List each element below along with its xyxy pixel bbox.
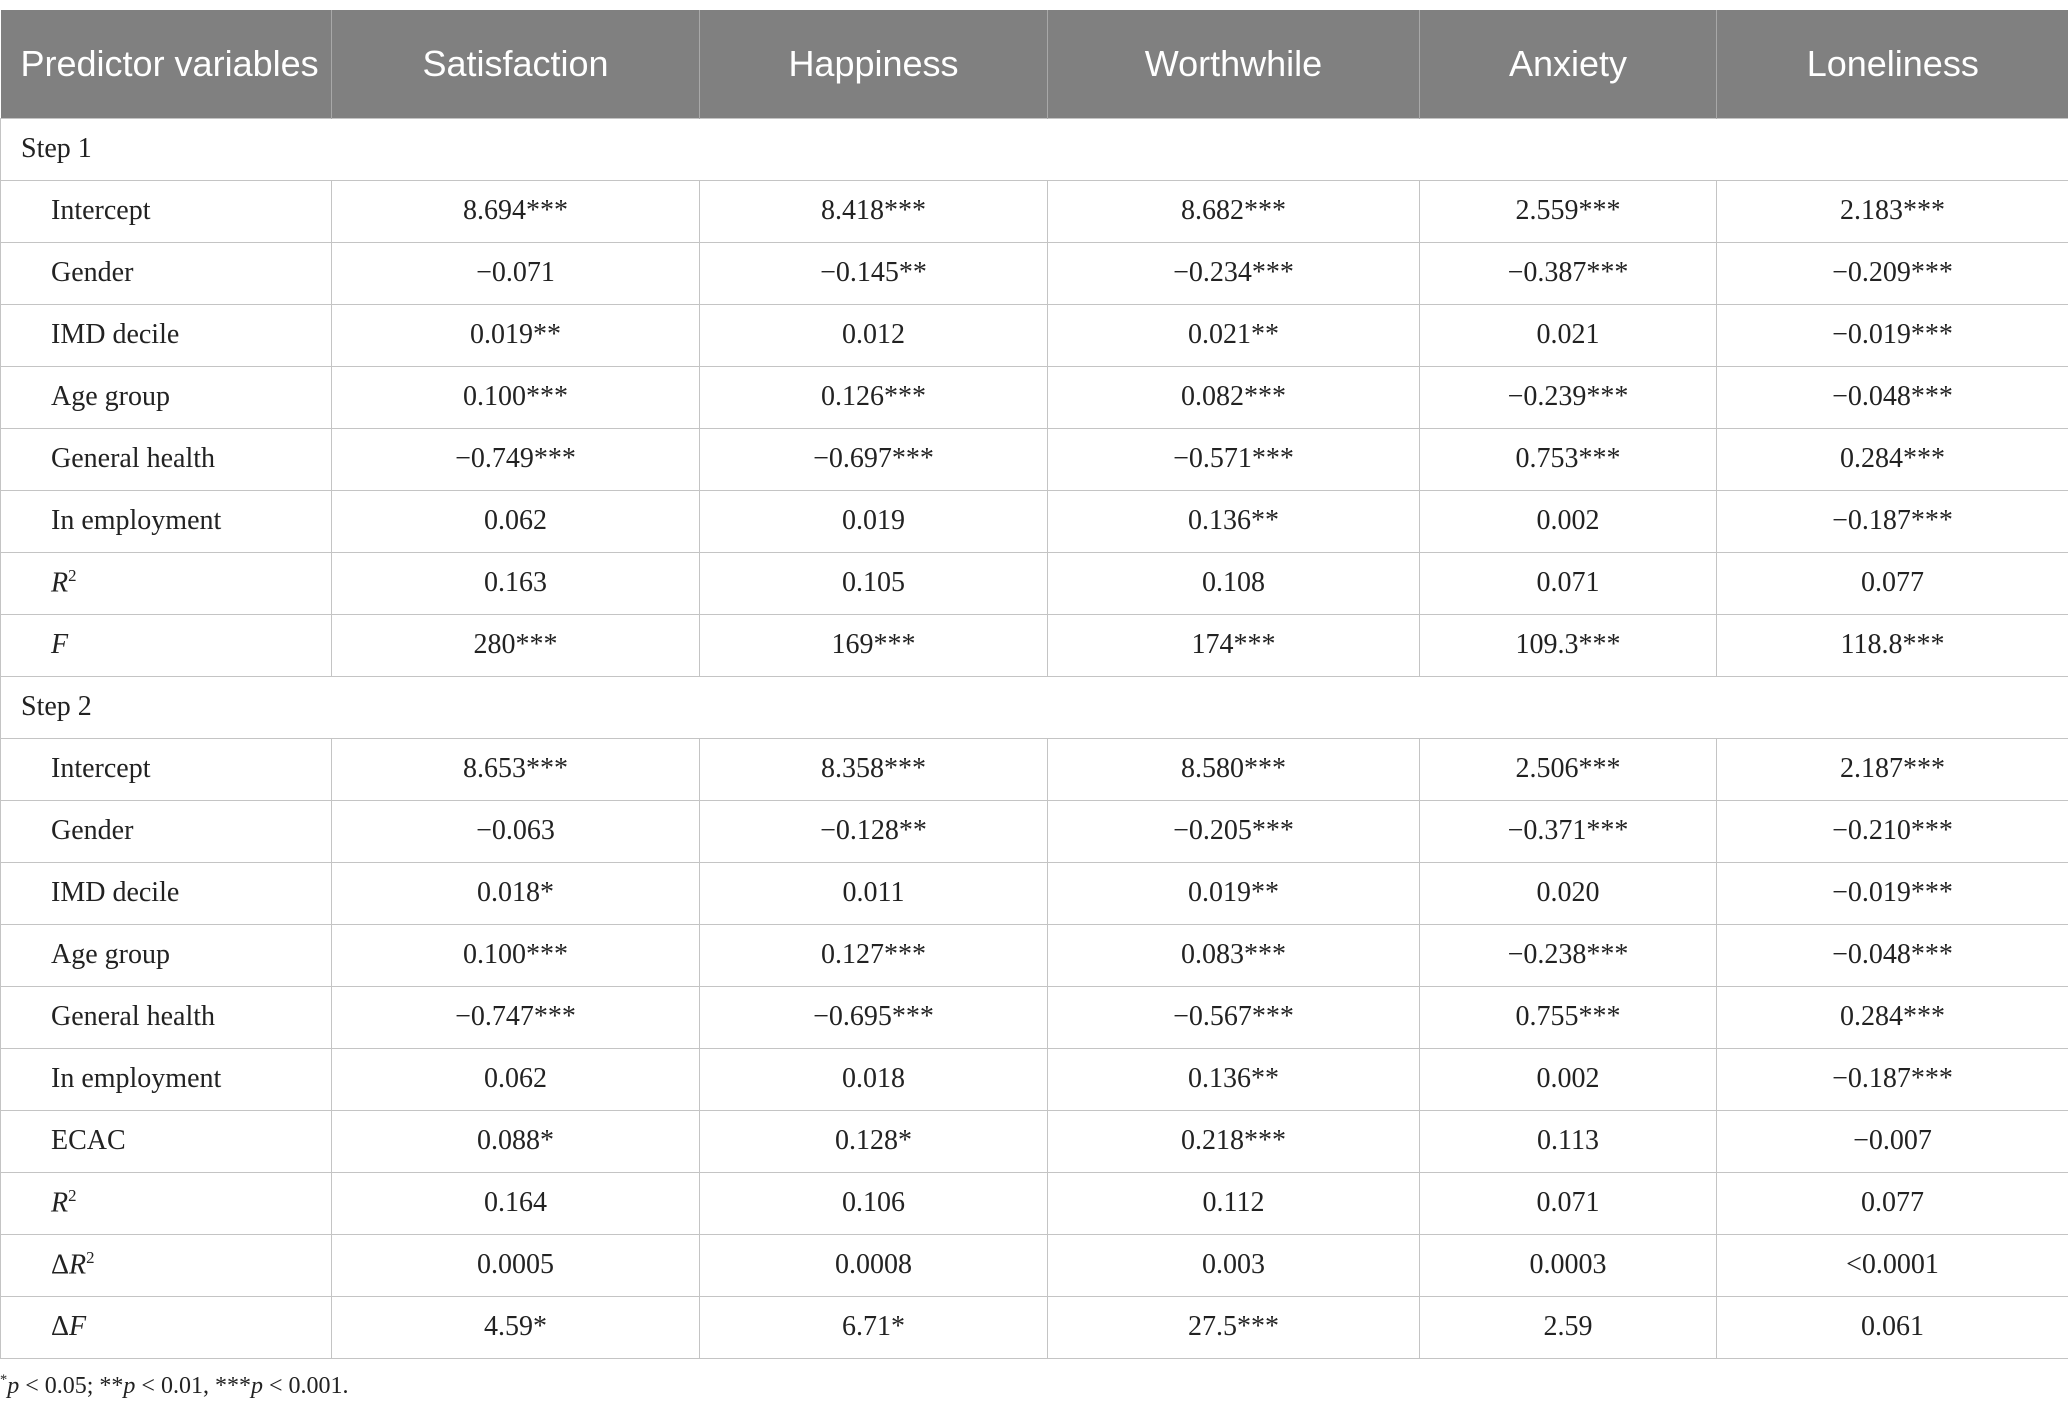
value-cell: 0.0008 (700, 1234, 1048, 1296)
value-cell: 0.002 (1420, 490, 1717, 552)
value-cell: 0.012 (700, 304, 1048, 366)
value-cell: −0.238*** (1420, 924, 1717, 986)
predictor-label: Age group (1, 924, 332, 986)
predictor-label: In employment (1, 1048, 332, 1110)
footnote: *p < 0.05; **p < 0.01, ***p < 0.001. (0, 1372, 349, 1399)
value-cell: −0.697*** (700, 428, 1048, 490)
value-cell: −0.210*** (1717, 800, 2068, 862)
value-cell: −0.571*** (1048, 428, 1420, 490)
stat-superscript: 2 (68, 566, 77, 586)
predictor-label: In employment (1, 490, 332, 552)
value-cell: 2.559*** (1420, 180, 1717, 242)
value-cell: 0.021** (1048, 304, 1420, 366)
predictor-label: General health (1, 986, 332, 1048)
value-cell: 280*** (332, 614, 700, 676)
value-cell: 0.100*** (332, 924, 700, 986)
value-cell: −0.187*** (1717, 490, 2068, 552)
table-row (1, 1172, 2068, 1234)
value-cell: −0.063 (332, 800, 700, 862)
step2-label: Step 2 (1, 676, 2068, 738)
predictor-label: Intercept (1, 738, 332, 800)
step1-row (1, 118, 2068, 180)
value-cell: 4.59* (332, 1296, 700, 1358)
value-cell: −0.019*** (1717, 304, 2068, 366)
value-cell: 0.018* (332, 862, 700, 924)
stat-superscript: 2 (68, 1186, 77, 1206)
header-loneliness: Loneliness (1717, 10, 2068, 118)
table-row (1, 180, 2068, 242)
predictor-label: Age group (1, 366, 332, 428)
delta-symbol: Δ (51, 1311, 70, 1342)
table-row (1, 428, 2068, 490)
value-cell: 0.127*** (700, 924, 1048, 986)
table-row (1, 1234, 2068, 1296)
predictor-label: General health (1, 428, 332, 490)
stat-symbol: F (51, 629, 69, 660)
value-cell: 27.5*** (1048, 1296, 1420, 1358)
table-row (1, 800, 2068, 862)
value-cell: −0.695*** (700, 986, 1048, 1048)
predictor-label: Gender (1, 800, 332, 862)
value-cell: 0.071 (1420, 1172, 1717, 1234)
value-cell: 0.106 (700, 1172, 1048, 1234)
value-cell: 0.164 (332, 1172, 700, 1234)
value-cell: −0.187*** (1717, 1048, 2068, 1110)
value-cell: 0.021 (1420, 304, 1717, 366)
header-anxiety: Anxiety (1420, 10, 1717, 118)
value-cell: 0.077 (1717, 1172, 2068, 1234)
value-cell: 0.126*** (700, 366, 1048, 428)
value-cell: 0.105 (700, 552, 1048, 614)
value-cell: 0.062 (332, 490, 700, 552)
table-row (1, 738, 2068, 800)
stat-symbol: R (51, 567, 69, 599)
predictor-label: Gender (1, 242, 332, 304)
stat-symbol: R (51, 1187, 69, 1219)
value-cell: −0.019*** (1717, 862, 2068, 924)
value-cell: −0.071 (332, 242, 700, 304)
value-cell: 2.59 (1420, 1296, 1717, 1358)
value-cell: 8.694*** (332, 180, 700, 242)
table-row (1, 862, 2068, 924)
value-cell: 0.019** (332, 304, 700, 366)
table-row (1, 552, 2068, 614)
stat-superscript: 2 (86, 1248, 95, 1268)
value-cell: −0.747*** (332, 986, 700, 1048)
value-cell: <0.0001 (1717, 1234, 2068, 1296)
value-cell: 0.100*** (332, 366, 700, 428)
value-cell: 2.183*** (1717, 180, 2068, 242)
value-cell: 0.0005 (332, 1234, 700, 1296)
value-cell: 2.506*** (1420, 738, 1717, 800)
predictor-label: ECAC (1, 1110, 332, 1172)
value-cell: 174*** (1048, 614, 1420, 676)
value-cell: −0.387*** (1420, 242, 1717, 304)
step2-row (1, 676, 2068, 738)
value-cell: 0.083*** (1048, 924, 1420, 986)
value-cell: 0.082*** (1048, 366, 1420, 428)
value-cell: −0.749*** (332, 428, 700, 490)
value-cell: 8.653*** (332, 738, 700, 800)
value-cell: 0.061 (1717, 1296, 2068, 1358)
table-row (1, 1296, 2068, 1358)
value-cell: 0.062 (332, 1048, 700, 1110)
table-row (1, 1110, 2068, 1172)
value-cell: 0.002 (1420, 1048, 1717, 1110)
value-cell: 0.136** (1048, 490, 1420, 552)
value-cell: 0.0003 (1420, 1234, 1717, 1296)
value-cell: −0.567*** (1048, 986, 1420, 1048)
value-cell: 0.163 (332, 552, 700, 614)
header-happiness: Happiness (700, 10, 1048, 118)
predictor-label (1, 1172, 332, 1234)
table-row (1, 304, 2068, 366)
value-cell: 169*** (700, 614, 1048, 676)
value-cell: −0.205*** (1048, 800, 1420, 862)
table-row (1, 614, 2068, 676)
table-row (1, 242, 2068, 304)
predictor-label (1, 552, 332, 614)
table-row (1, 490, 2068, 552)
value-cell: −0.007 (1717, 1110, 2068, 1172)
header-predictor: Predictor variables (1, 10, 332, 118)
header-worthwhile: Worthwhile (1048, 10, 1420, 118)
value-cell: −0.234*** (1048, 242, 1420, 304)
value-cell: 0.019 (700, 490, 1048, 552)
value-cell: 0.136** (1048, 1048, 1420, 1110)
value-cell: 0.218*** (1048, 1110, 1420, 1172)
predictor-label: Intercept (1, 180, 332, 242)
value-cell: 109.3*** (1420, 614, 1717, 676)
value-cell: 8.682*** (1048, 180, 1420, 242)
value-cell: 2.187*** (1717, 738, 2068, 800)
value-cell: 0.077 (1717, 552, 2068, 614)
value-cell: 0.003 (1048, 1234, 1420, 1296)
header-row (1, 10, 2068, 118)
value-cell: 118.8*** (1717, 614, 2068, 676)
stat-symbol: F (69, 1311, 87, 1342)
value-cell: 0.284*** (1717, 986, 2068, 1048)
value-cell: 0.020 (1420, 862, 1717, 924)
value-cell: −0.239*** (1420, 366, 1717, 428)
value-cell: 0.088* (332, 1110, 700, 1172)
predictor-label: IMD decile (1, 304, 332, 366)
value-cell: 0.019** (1048, 862, 1420, 924)
value-cell: 6.71* (700, 1296, 1048, 1358)
stat-symbol: R (69, 1249, 87, 1281)
value-cell: −0.371*** (1420, 800, 1717, 862)
table-row (1, 366, 2068, 428)
predictor-label (1, 1234, 332, 1296)
predictor-label: IMD decile (1, 862, 332, 924)
value-cell: 0.755*** (1420, 986, 1717, 1048)
value-cell: −0.128** (700, 800, 1048, 862)
value-cell: 8.418*** (700, 180, 1048, 242)
delta-symbol: Δ (51, 1249, 70, 1281)
regression-table (0, 10, 2068, 1359)
value-cell: 0.018 (700, 1048, 1048, 1110)
header-satisfaction: Satisfaction (332, 10, 700, 118)
value-cell: 0.108 (1048, 552, 1420, 614)
value-cell: 0.071 (1420, 552, 1717, 614)
predictor-label (1, 1296, 332, 1358)
value-cell: 8.358*** (700, 738, 1048, 800)
table-row (1, 986, 2068, 1048)
value-cell: 0.128* (700, 1110, 1048, 1172)
value-cell: −0.048*** (1717, 366, 2068, 428)
value-cell: 0.284*** (1717, 428, 2068, 490)
value-cell: 0.113 (1420, 1110, 1717, 1172)
value-cell: −0.209*** (1717, 242, 2068, 304)
value-cell: 8.580*** (1048, 738, 1420, 800)
step1-label: Step 1 (1, 118, 2068, 180)
predictor-label (1, 614, 332, 676)
value-cell: 0.011 (700, 862, 1048, 924)
value-cell: −0.048*** (1717, 924, 2068, 986)
value-cell: 0.112 (1048, 1172, 1420, 1234)
table-row (1, 1048, 2068, 1110)
value-cell: −0.145** (700, 242, 1048, 304)
table-row (1, 924, 2068, 986)
value-cell: 0.753*** (1420, 428, 1717, 490)
